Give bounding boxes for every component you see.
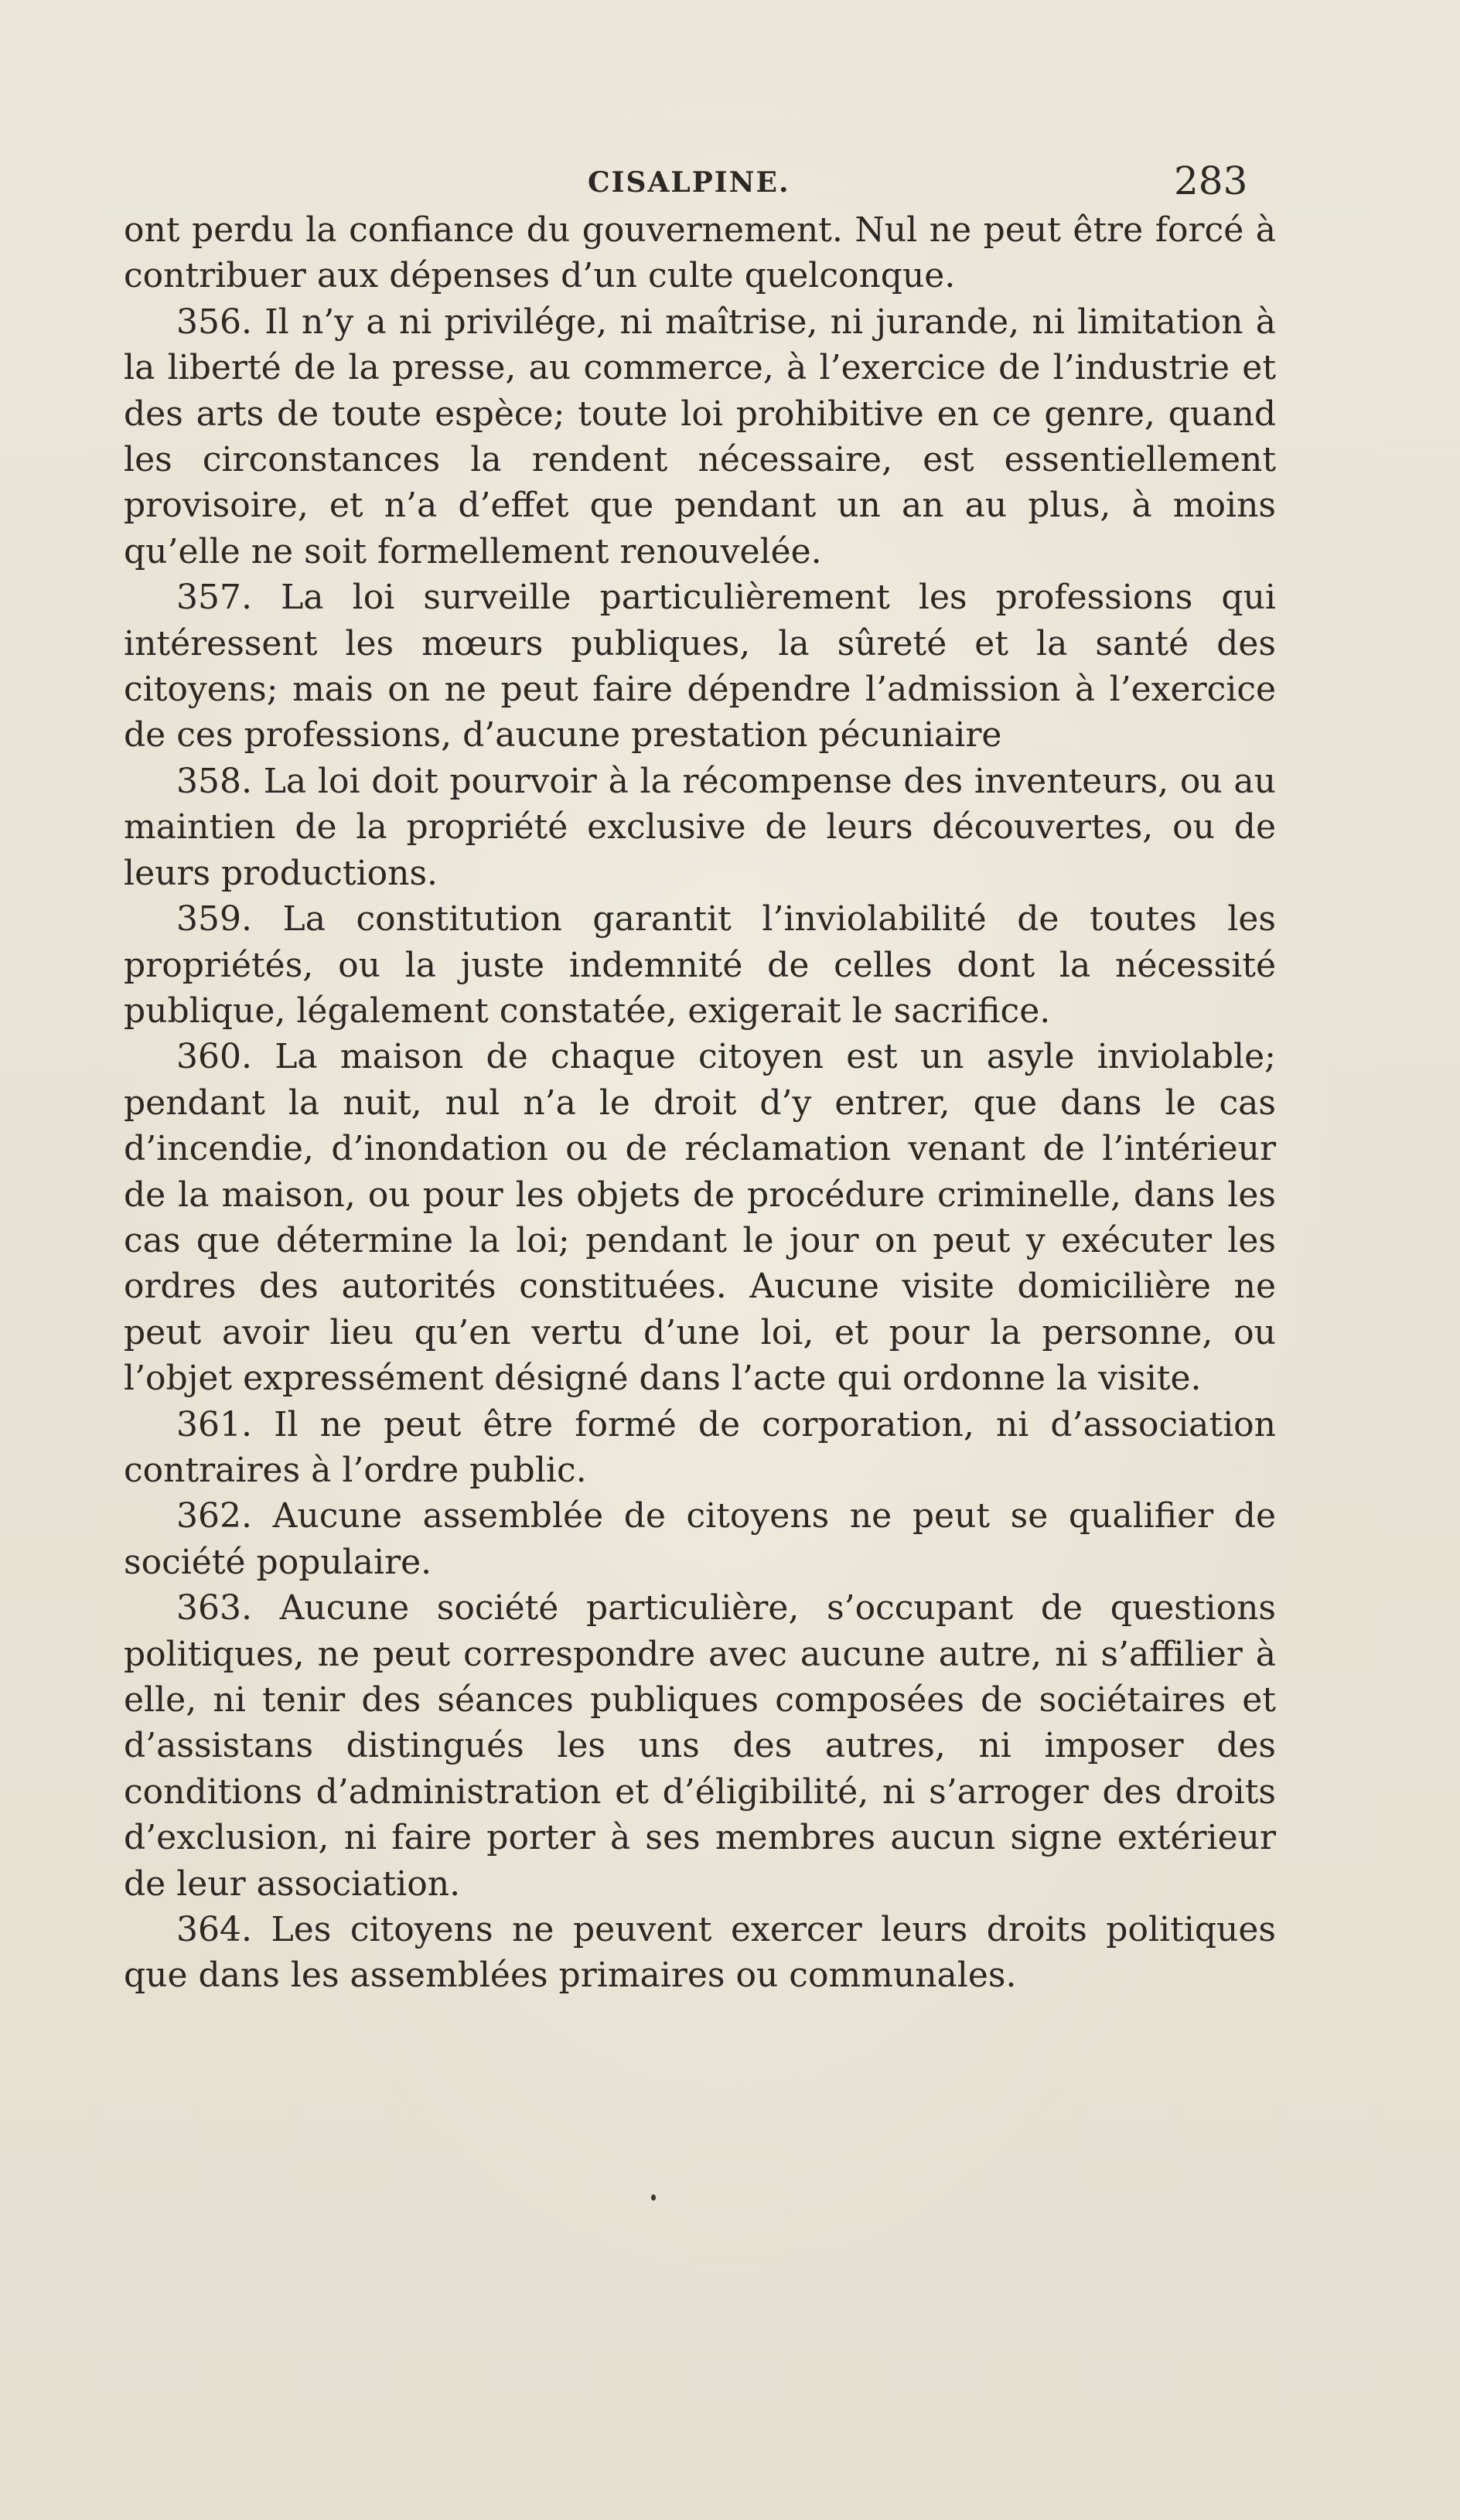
body-text: [124, 207, 1276, 1999]
article-number: 363.: [176, 1588, 252, 1628]
article-number: 364.: [176, 1910, 252, 1950]
article-358: [124, 759, 1276, 896]
article-text: Les citoyens ne peuvent exercer leurs droits politiques que dans les assemblées primaires ou communales.: [124, 1910, 1276, 1996]
article-356: [124, 299, 1276, 575]
paragraph-text: ont perdu la confiance du gouvernement. Nul ne peut être forcé à contribuer aux dépenses d’un culte quelconque.: [124, 210, 1276, 296]
article-number: 360.: [176, 1037, 252, 1077]
article-357: [124, 575, 1276, 759]
article-360: [124, 1034, 1276, 1401]
running-head: CISALPINE.: [588, 166, 790, 199]
page-header: [0, 159, 1460, 205]
article-362: [124, 1493, 1276, 1585]
article-number: 362.: [176, 1496, 252, 1536]
article-text: La loi surveille particulièrement les professions qui intéressent les mœurs publiques, la sûreté et la santé des citoyens; mais on ne peut faire dépendre l’admission à l’exercice de ces professions, d’aucune prestation pécuniaire: [124, 578, 1276, 755]
article-text: Il ne peut être formé de corporation, ni d’association contraires à l’ordre public.: [124, 1404, 1276, 1490]
article-number: 358.: [176, 761, 252, 801]
article-364: [124, 1907, 1276, 1999]
article-363: [124, 1585, 1276, 1907]
paragraph-continuation: [124, 207, 1276, 299]
article-text: La maison de chaque citoyen est un asyle inviolable; pendant la nuit, nul n’a le droit d’y entrer, que dans le cas d’incendie, d’inondation ou de réclamation venant de l’intérieur de la maison, ou pour les objets de procédure criminelle, dans les cas que détermine la loi; pendant le jour on peut y exécuter les ordres des autorités constituées. Aucune visite domicilière ne peut avoir lieu qu’en vertu d’une loi, et pour la personne, ou l’objet expressément désigné dans l’acte qui ordonne la visite.: [124, 1037, 1276, 1399]
article-text: Aucune assemblée de citoyens ne peut se qualifier de société populaire.: [124, 1496, 1276, 1582]
article-text: La loi doit pourvoir à la récompense des inventeurs, ou au maintien de la propriété exclusive de leurs découvertes, ou de leurs productions.: [124, 761, 1276, 893]
article-number: 361.: [176, 1404, 252, 1444]
article-361: [124, 1402, 1276, 1494]
ink-speck: [651, 2194, 656, 2201]
article-text: La constitution garantit l’inviolabilité de toutes les propriétés, ou la juste indemnité de celles dont la nécessité publique, légalement constatée, exigerait le sacrifice.: [124, 899, 1276, 1031]
article-359: [124, 896, 1276, 1034]
article-text: Aucune société particulière, s’occupant de questions politiques, ne peut correspondre avec aucune autre, ni s’affilier à elle, ni tenir des séances publiques composées de sociétaires et d’assistans distingués les uns des autres, ni imposer des conditions d’administration et d’éligibilité, ni s’arroger des droits d’exclusion, ni faire porter à ses membres aucun signe extérieur de leur association.: [124, 1588, 1276, 1904]
article-number: 356.: [176, 302, 252, 342]
article-number: 357.: [176, 578, 252, 618]
article-text: Il n’y a ni privilége, ni maîtrise, ni jurande, ni limitation à la liberté de la presse, au commerce, à l’exercice de l’industrie et des arts de toute espèce; toute loi prohibitive en ce genre, quand les circonstances la rendent nécessaire, est essentiellement provisoire, et n’a d’effet que pendant un an au plus, à moins qu’elle ne soit formellement renouvelée.: [124, 302, 1276, 571]
page-number: 283: [1174, 159, 1248, 203]
article-number: 359.: [176, 899, 252, 939]
